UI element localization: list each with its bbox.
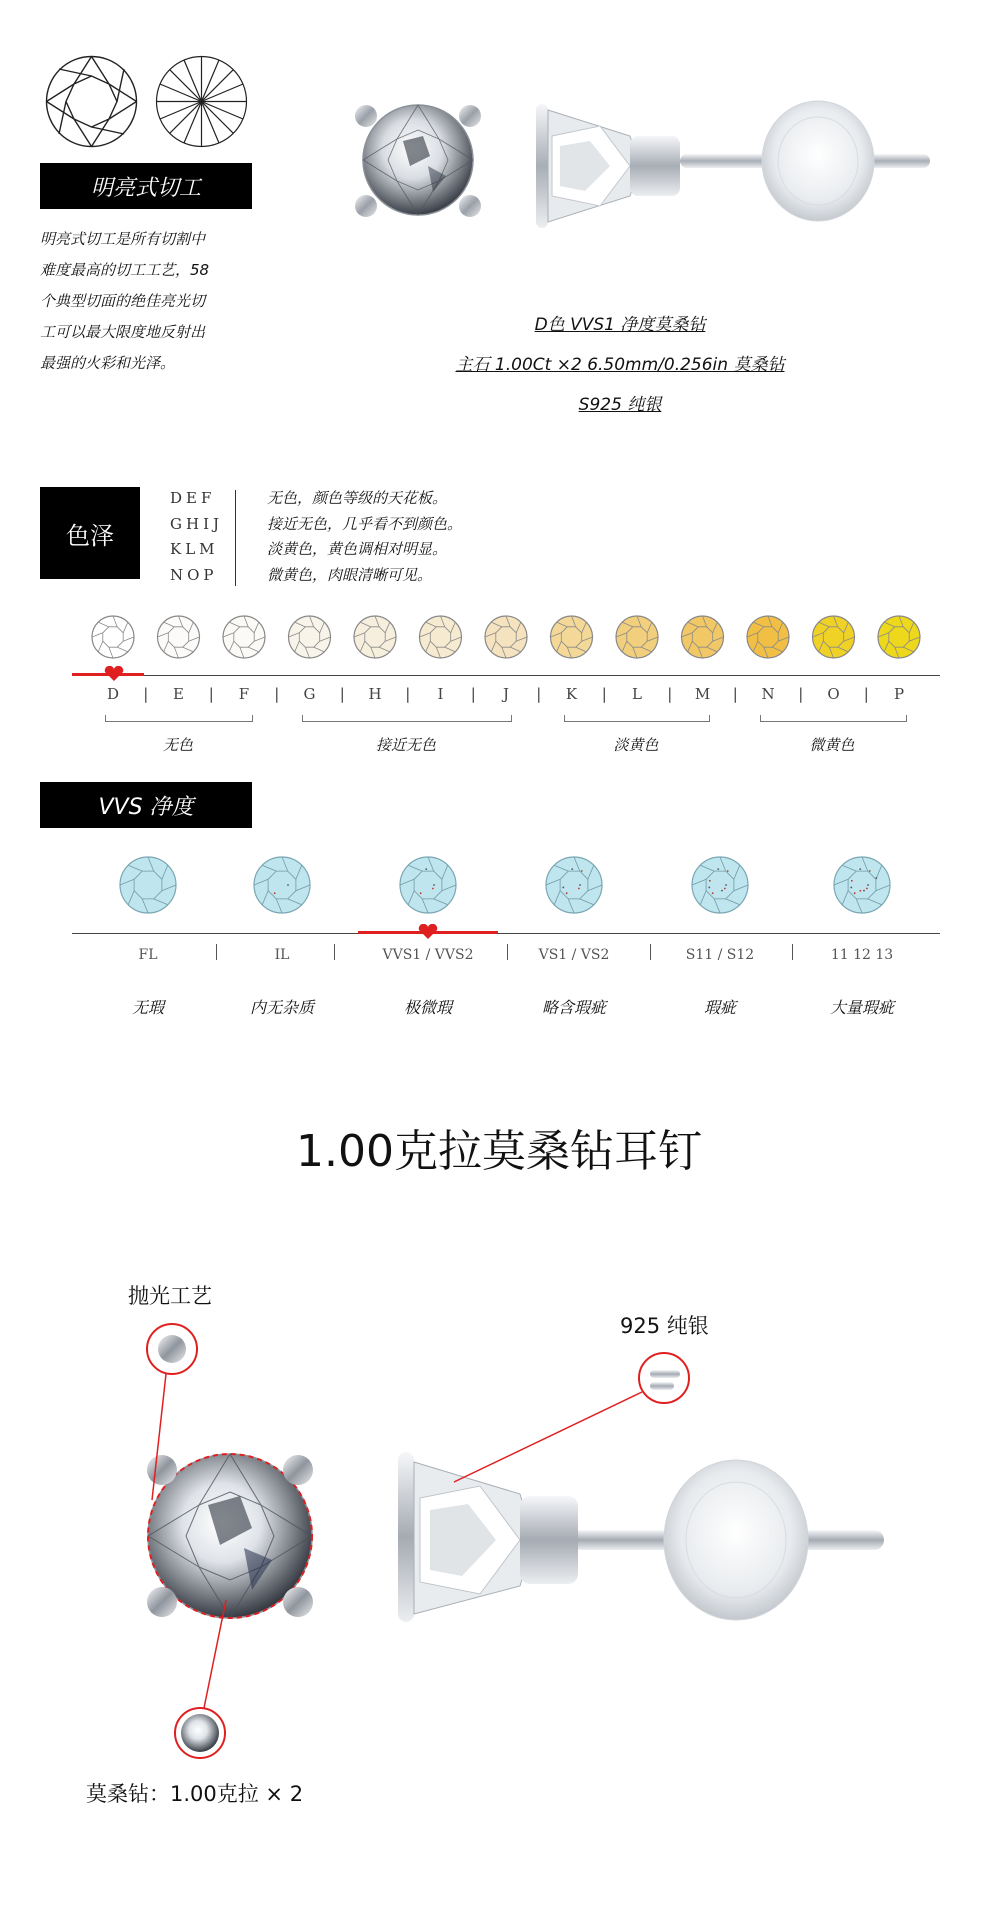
color-title-bar <box>40 487 140 579</box>
color-meaning: 淡黄色，黄色调相对明显。 <box>267 540 448 558</box>
color-gem-row <box>0 605 998 665</box>
clarity-separator <box>334 944 335 960</box>
stone-callout-label: 莫桑钻：1.00克拉 × 2 <box>86 1782 304 1806</box>
clarity-name: 略含瑕疵 <box>541 998 607 1017</box>
round-cut-crown-diagram <box>44 54 139 149</box>
color-group-label: 微黄色 <box>809 736 855 754</box>
clarity-grade: IL <box>274 947 290 963</box>
group-bracket <box>564 715 710 722</box>
clarity-separator <box>507 944 508 960</box>
color-gem-o <box>813 616 855 658</box>
color-gem-h <box>354 616 396 658</box>
polish-callout-label: 抛光工艺 <box>128 1284 212 1308</box>
color-grade-p: P <box>893 685 905 703</box>
spec-line: D色 VVS1 净度莫桑钻 <box>534 315 706 335</box>
color-meaning: 微黄色，肉眼清晰可见。 <box>267 565 433 584</box>
color-gem-d <box>92 616 134 658</box>
color-meaning: 接近无色，几乎看不到颜色。 <box>267 514 463 533</box>
color-grade-o: O <box>827 685 840 703</box>
color-codes-divider <box>235 490 236 586</box>
clarity-gem <box>692 857 748 913</box>
color-title: 色泽 <box>66 521 114 550</box>
silver-callout-label: 925 纯银 <box>620 1314 709 1338</box>
color-grade-f: F <box>238 685 250 703</box>
color-gem-l <box>616 616 658 658</box>
clarity-scale-line <box>72 933 940 934</box>
color-grade-separator: | <box>798 685 804 703</box>
color-grade-m: M <box>694 685 711 703</box>
clarity-separators <box>0 0 998 1</box>
cut-desc-line: 个典型切面的绝佳亮光切 <box>40 292 206 310</box>
color-selected-marker-icon <box>104 666 124 682</box>
clarity-separator <box>216 944 217 960</box>
color-grade-separator: | <box>667 685 673 703</box>
color-grade-d: D <box>106 685 120 703</box>
color-group-label: 接近无色 <box>375 736 437 754</box>
color-gem-p <box>878 616 920 658</box>
clarity-title: VVS 净度 <box>98 794 194 820</box>
earring-detail-illustration <box>0 1300 998 1780</box>
group-bracket <box>105 715 253 722</box>
color-grade-n: N <box>761 685 775 703</box>
color-code: KLM <box>170 540 219 558</box>
color-gem-n <box>747 616 789 658</box>
earring-front-image <box>348 96 488 236</box>
group-bracket <box>760 715 907 722</box>
cut-desc-line: 明亮式切工是所有切割中 <box>40 230 206 248</box>
color-grade-separator: | <box>143 685 149 703</box>
product-title: 1.00克拉莫桑钻耳钉 <box>296 1126 702 1177</box>
color-gem-g <box>289 616 331 658</box>
color-meaning: 无色，颜色等级的天花板。 <box>267 489 448 507</box>
color-grade-h: H <box>368 685 382 703</box>
clarity-gem <box>546 857 602 913</box>
color-code: GHIJ <box>170 514 224 533</box>
clarity-grade: VVS1 / VVS2 <box>382 947 474 963</box>
round-cut-pavilion-diagram <box>154 54 249 149</box>
color-grade-g: G <box>303 685 316 703</box>
color-group-label: 淡黄色 <box>613 736 659 754</box>
color-group-label: 无色 <box>162 736 194 754</box>
clarity-gem <box>834 857 890 913</box>
clarity-name: 极微瑕 <box>403 998 453 1017</box>
color-code: NOP <box>170 565 218 584</box>
color-grade-e: E <box>173 685 184 703</box>
clarity-gem-row <box>0 850 998 920</box>
clarity-title-bar <box>40 782 252 828</box>
clarity-grade: FL <box>138 947 158 963</box>
color-codes <box>170 486 223 588</box>
color-grade-separator: | <box>732 685 738 703</box>
clarity-gem <box>254 857 310 913</box>
clarity-grade: S11 / S12 <box>685 947 755 963</box>
color-gem-j <box>485 616 527 658</box>
color-gem-f <box>223 616 265 658</box>
earring-side-image <box>530 96 940 236</box>
cut-description <box>40 224 270 379</box>
spec-line: 主石 1.00Ct ×2 6.50mm/0.256in 莫桑钻 <box>455 355 785 375</box>
color-grade-separator: | <box>863 685 869 703</box>
cut-desc-line: 工可以最大限度地反射出 <box>40 323 206 341</box>
color-code: DEF <box>170 489 216 507</box>
color-grade-separator: | <box>470 685 476 703</box>
clarity-name: 瑕疵 <box>703 998 737 1017</box>
color-grade-k: K <box>565 685 578 703</box>
color-grade-separator: | <box>274 685 280 703</box>
clarity-selected-marker-icon <box>418 924 438 940</box>
clarity-grade: 11 12 13 <box>830 947 894 963</box>
clarity-separator <box>792 944 793 960</box>
color-gem-e <box>158 616 200 658</box>
cut-desc-line: 最强的火彩和光泽。 <box>40 354 176 372</box>
clarity-name: 内无杂质 <box>249 998 315 1017</box>
clarity-gem <box>400 857 456 913</box>
color-grade-separator: | <box>339 685 345 703</box>
color-grade-separator: | <box>405 685 411 703</box>
clarity-name: 无瑕 <box>131 998 165 1017</box>
group-bracket <box>302 715 512 722</box>
color-grade-l: L <box>632 685 642 703</box>
color-grade-i: I <box>437 685 444 703</box>
color-grade-separator: | <box>208 685 214 703</box>
spec-line: S925 纯银 <box>578 395 662 415</box>
clarity-separator <box>650 944 651 960</box>
cut-title: 明亮式切工 <box>90 175 201 201</box>
cut-title-bar <box>40 163 252 209</box>
color-grade-j: J <box>502 685 510 703</box>
clarity-name: 大量瑕疵 <box>829 998 895 1017</box>
clarity-gem <box>120 857 176 913</box>
color-gem-k <box>551 616 593 658</box>
color-gem-i <box>420 616 462 658</box>
color-gem-m <box>682 616 724 658</box>
color-meanings <box>267 486 462 588</box>
cut-desc-line: 难度最高的切工工艺，58 <box>40 261 210 279</box>
color-scale-line <box>72 675 940 676</box>
clarity-grade: VS1 / VS2 <box>538 947 610 963</box>
color-grade-separator: | <box>536 685 542 703</box>
color-grade-separator: | <box>601 685 607 703</box>
